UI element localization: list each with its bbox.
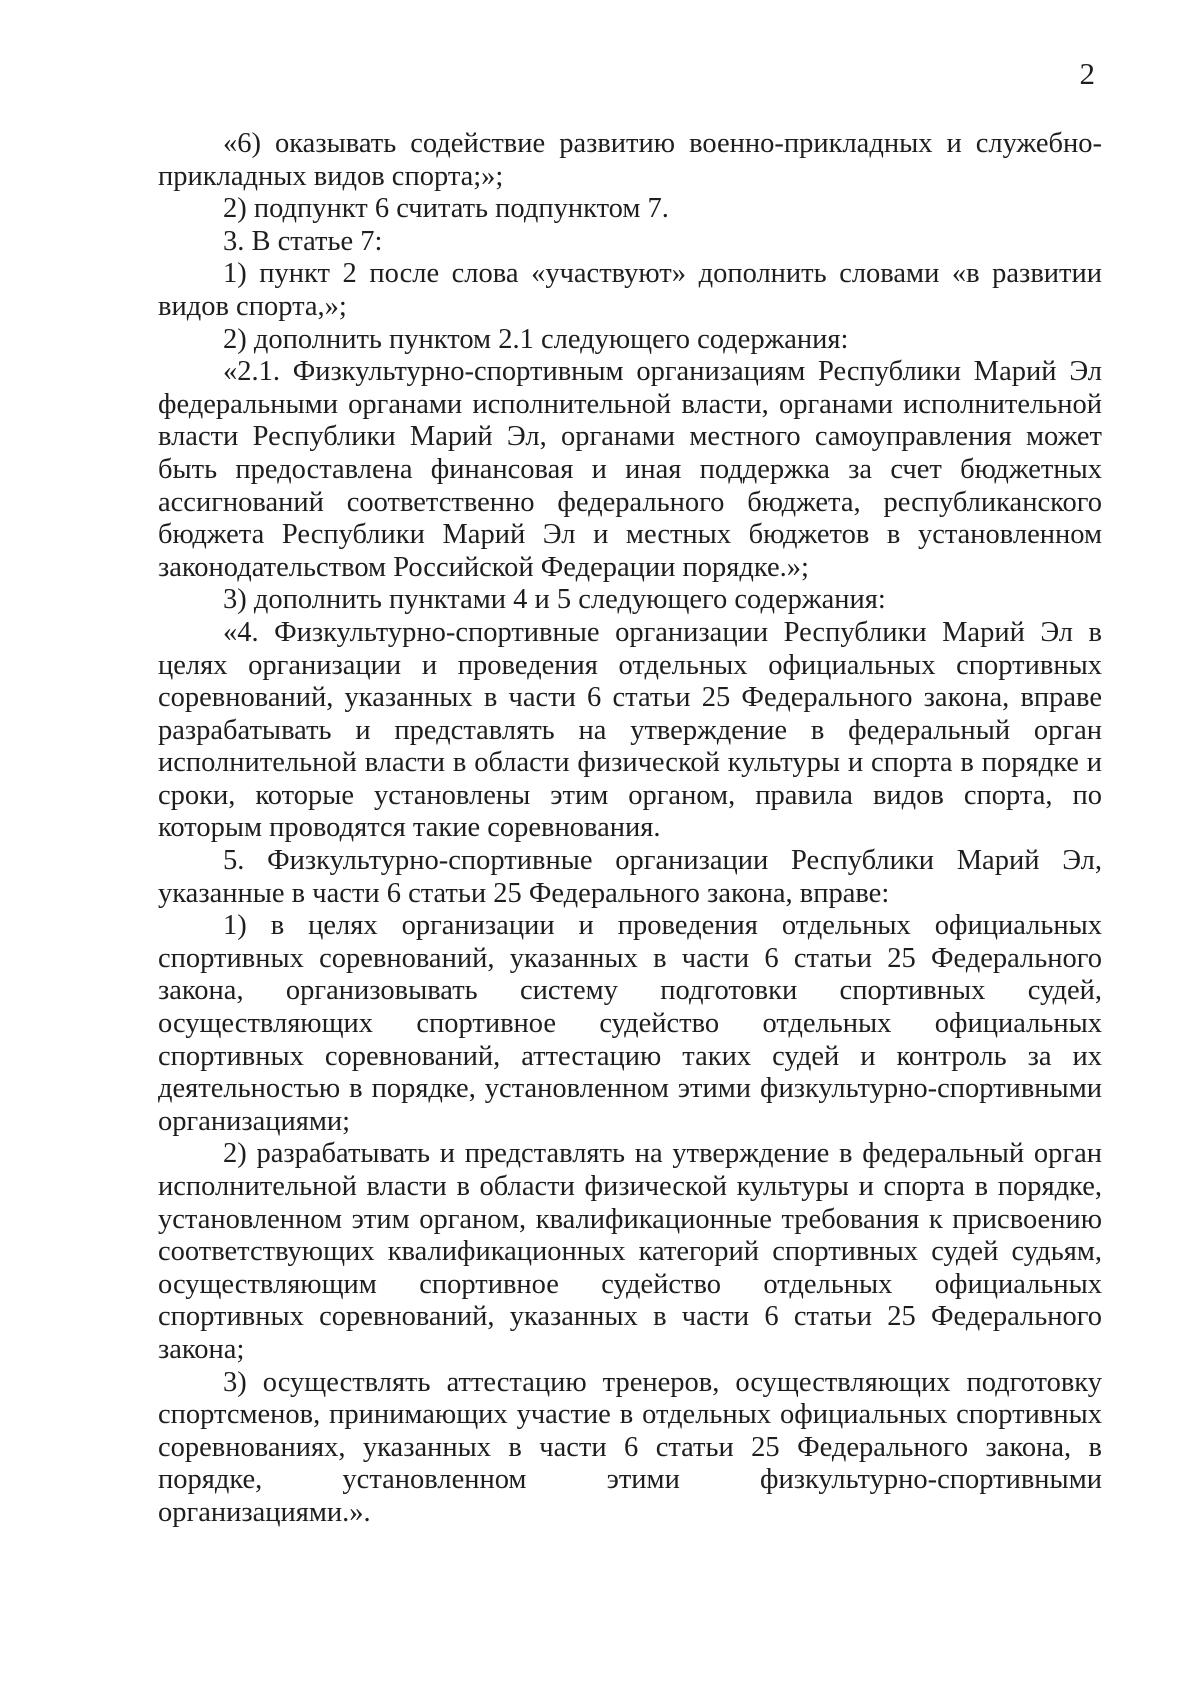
document-body bbox=[158, 128, 1102, 1530]
paragraph-article-7-heading: 3. В статье 7: bbox=[223, 225, 383, 257]
paragraph-renumber-subpoint: 2) подпункт 6 считать подпунктом 7. bbox=[223, 193, 669, 225]
paragraph-add-point-2-1: 2) дополнить пунктом 2.1 следующего содержания: bbox=[223, 323, 849, 355]
paragraph-subpoint-6-military-sports: «6) оказывать содействие развитию военно-прикладных и служебно-прикладных видов спорта;»; bbox=[158, 128, 1102, 192]
page-number: 2 bbox=[1079, 56, 1095, 91]
paragraph-point-5-item-1: 1) в целях организации и проведения отдельных официальных спортивных соревнований, указанных в части 6 статьи 25 Федерального закона, организовывать систему подготовки спортивных судей, осуществляющих спортивное судейство отдельных официальных спортивных соревнований, аттестацию таких судей и контроль за их деятельностью в порядке, установленном этими физкультурно-спортивными организациями; bbox=[158, 910, 1102, 1137]
paragraph-point-2-amendment: 1) пункт 2 после слова «участвуют» дополнить словами «в развитии видов спорта,»; bbox=[158, 258, 1102, 322]
paragraph-point-5-item-3: 3) осуществлять аттестацию тренеров, осуществляющих подготовку спортсменов, принимающих участие в отдельных официальных спортивных соревнованиях, указанных в части 6 статьи 25 Федерального закона, в порядке, установленном этими физкультурно-спортивными организациями.». bbox=[158, 1366, 1102, 1528]
paragraph-point-2-1-text: «2.1. Физкультурно-спортивным организациям Республики Марий Эл федеральными органами исполнительной власти, органами исполнительной власти Республики Марий Эл, органами местного самоуправления может быть предоставлена финансовая и иная поддержка за счет бюджетных ассигнований соответственно федерального бюджета, республиканского бюджета Республики Марий Эл и местных бюджетов в установленном законодательством Российской Федерации порядке.»; bbox=[158, 356, 1102, 583]
paragraph-point-5-item-2: 2) разрабатывать и представлять на утверждение в федеральный орган исполнительной власти в области физической культуры и спорта в порядке, установленном этим органом, квалификационные требования к присвоению соответствующих квалификационных категорий спортивных судей судьям, осуществляющим спортивное судейство отдельных официальных спортивных соревнований, указанных в части 6 статьи 25 Федерального закона; bbox=[158, 1138, 1102, 1365]
paragraph-point-5-intro: 5. Физкультурно-спортивные организации Республики Марий Эл, указанные в части 6 статьи 25 Федерального закона, вправе: bbox=[158, 845, 1102, 909]
paragraph-point-4-text: «4. Физкультурно-спортивные организации Республики Марий Эл в целях организации и проведения отдельных официальных спортивных соревнований, указанных в части 6 статьи 25 Федерального закона, вправе разрабатывать и представлять на утверждение в федеральный орган исполнительной власти в области физической культуры и спорта в порядке и сроки, которые установлены этим органом, правила видов спорта, по которым проводятся такие соревнования. bbox=[158, 616, 1102, 844]
paragraph-add-points-4-5: 3) дополнить пунктами 4 и 5 следующего содержания: bbox=[223, 584, 886, 616]
